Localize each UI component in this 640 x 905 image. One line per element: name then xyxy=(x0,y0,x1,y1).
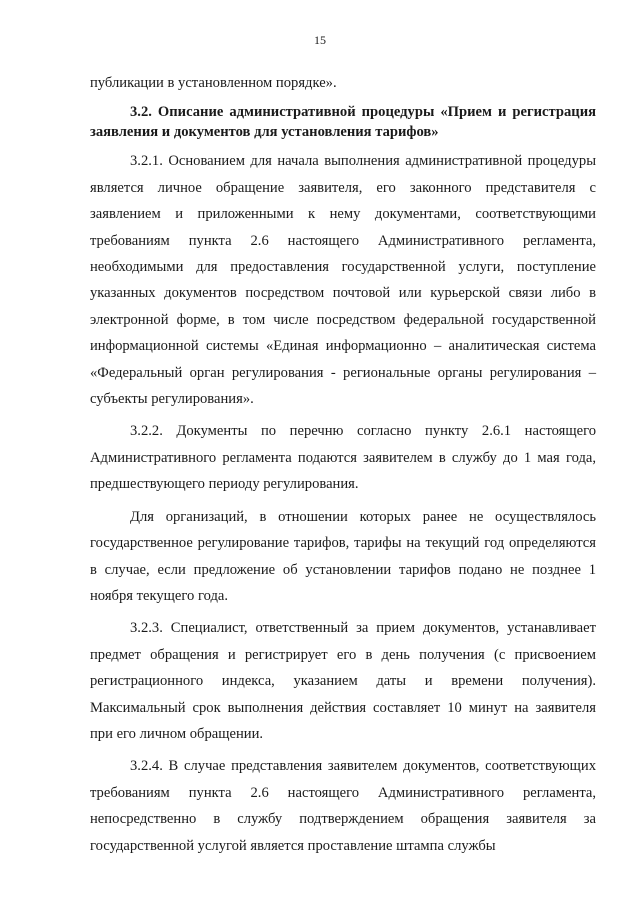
paragraph-3-2-3: 3.2.3. Специалист, ответственный за прием документов, устанавливает предмет обращения и регистрирует его в день получения (с присвоением регистрационного индекса, указанием даты и времени получения). Максимальный срок выполнения действия составляет 10 минут на заявителя при его личном обращении. xyxy=(90,620,596,742)
paragraph-continuation: публикации в установленном порядке». xyxy=(90,75,337,91)
document-body xyxy=(90,70,596,859)
section-heading-3-2: 3.2. Описание административной процедуры «Прием и регистрация заявления и документов для установления тарифов» xyxy=(90,104,596,141)
paragraph-3-2-1: 3.2.1. Основанием для начала выполнения административной процедуры является личное обращение заявителя, его законного представителя с заявлением и приложенными к нему документами, соответствующими требованиям пункта 2.6 настоящего Административного регламента, необходимыми для предоставления государственной услуги, поступление указанных документов посредством почтовой или курьерской связи либо в электронной форме, в том числе посредством федеральной государственной информационной системы «Единая информационно – аналитическая система «Федеральный орган регулирования - региональные органы регулирования – субъекты регулирования». xyxy=(90,153,596,408)
paragraph-3-2-2-organizations: Для организаций, в отношении которых ранее не осуществлялось государственное регулирование тарифов, тарифы на текущий год определяются в случае, если предложение об установлении тарифов подано не позднее 1 ноября текущего года. xyxy=(90,508,596,604)
page-number: 15 xyxy=(314,33,326,47)
paragraph-3-2-2: 3.2.2. Документы по перечню согласно пункту 2.6.1 настоящего Административного регламента подаются заявителем в службу до 1 мая года, предшествующего периоду регулирования. xyxy=(90,423,596,493)
paragraph-3-2-4: 3.2.4. В случае представления заявителем документов, соответствующих требованиям пункта 2.6 настоящего Административного регламента, непосредственно в службу подтверждением обращения заявителя за государственной услугой является проставление штампа службы xyxy=(90,758,596,854)
